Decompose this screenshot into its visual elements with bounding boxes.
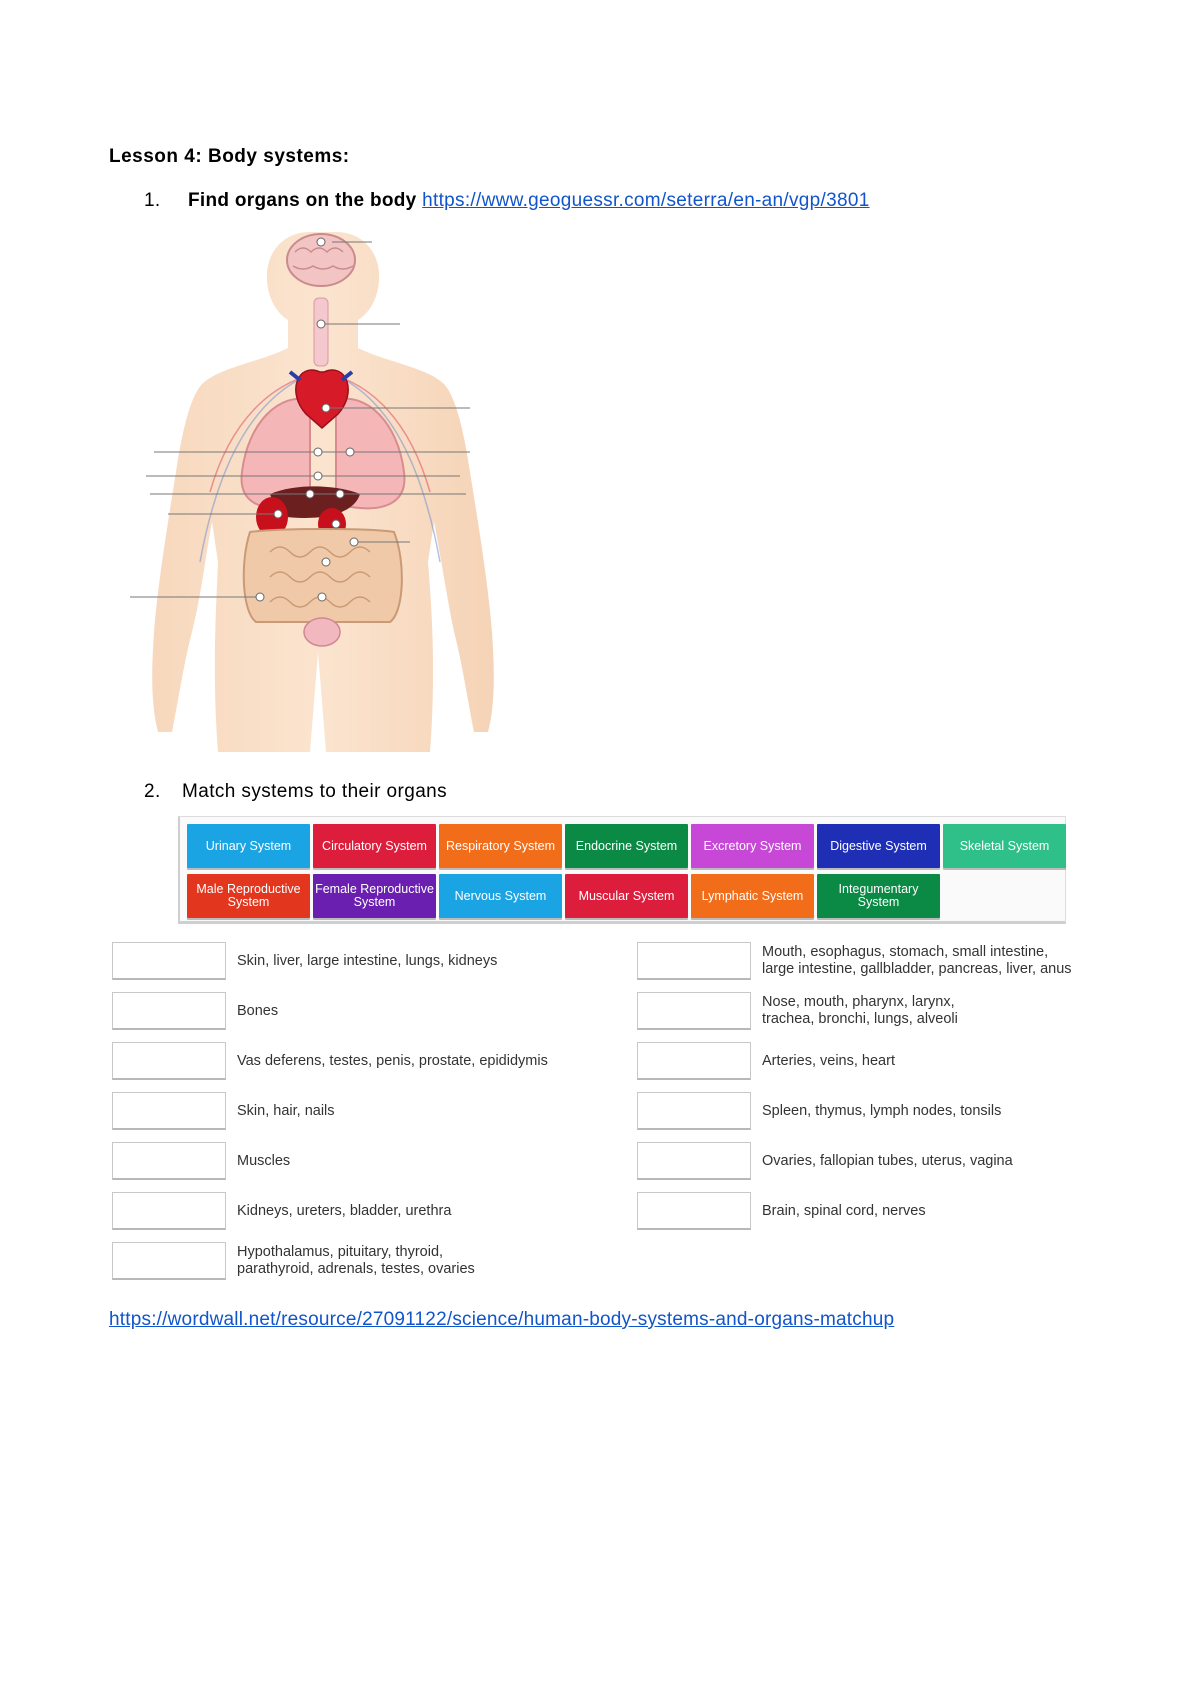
tile-endocrine-system[interactable]: Endocrine System: [565, 824, 688, 868]
item-number: 1.: [144, 190, 161, 211]
drop-box[interactable]: [112, 942, 226, 980]
match-row: [112, 1142, 632, 1182]
wordwall-link[interactable]: https://wordwall.net/resource/27091122/science/human-body-systems-and-organs-matchup: [109, 1309, 895, 1330]
tile-male-reproductive-system[interactable]: Male Reproductive System: [187, 874, 310, 918]
match-row: [112, 1242, 632, 1282]
bladder: [304, 618, 340, 646]
tile-digestive-system[interactable]: Digestive System: [817, 824, 940, 868]
item-find-organs: [144, 190, 870, 212]
item-match-systems: [144, 781, 447, 803]
body-organs-diagram: [110, 232, 550, 752]
match-row: [112, 1092, 632, 1132]
drop-box[interactable]: [112, 1142, 226, 1180]
match-row: [637, 1142, 1157, 1182]
match-row: [637, 942, 1157, 982]
match-row: [637, 1192, 1157, 1232]
tile-excretory-system[interactable]: Excretory System: [691, 824, 814, 868]
organ-description: Bones: [237, 1002, 279, 1019]
intestines: [244, 529, 402, 622]
geoguessr-link[interactable]: https://www.geoguessr.com/seterra/en-an/vgp/3801: [422, 190, 870, 211]
match-row: [112, 1192, 632, 1232]
drop-box[interactable]: [637, 1092, 751, 1130]
drop-box[interactable]: [112, 1192, 226, 1230]
tile-nervous-system[interactable]: Nervous System: [439, 874, 562, 918]
tile-respiratory-system[interactable]: Respiratory System: [439, 824, 562, 868]
tile-muscular-system[interactable]: Muscular System: [565, 874, 688, 918]
match-row: [637, 992, 1157, 1032]
match-row: [112, 992, 632, 1032]
organ-description: Nose, mouth, pharynx, larynx, trachea, bronchi, lungs, alveoli: [762, 994, 958, 1027]
drop-box[interactable]: [112, 1092, 226, 1130]
item-number: 2.: [144, 781, 161, 802]
drop-box[interactable]: [637, 1192, 751, 1230]
organ-description: Mouth, esophagus, stomach, small intestine, large intestine, gallbladder, pancreas, liver, anus: [762, 944, 1072, 977]
organ-description: Muscles: [237, 1152, 291, 1169]
organ-description: Spleen, thymus, lymph nodes, tonsils: [762, 1102, 1002, 1119]
organ-description: Hypothalamus, pituitary, thyroid, parathyroid, adrenals, testes, ovaries: [237, 1244, 475, 1277]
match-row: [112, 942, 632, 982]
match-row: [637, 1092, 1157, 1132]
organ-description: Arteries, veins, heart: [762, 1052, 895, 1069]
drop-box[interactable]: [112, 992, 226, 1030]
match-row: [637, 1042, 1157, 1082]
organ-description: Ovaries, fallopian tubes, uterus, vagina: [762, 1152, 1013, 1169]
tile-skeletal-system[interactable]: Skeletal System: [943, 824, 1066, 868]
organ-description: Skin, liver, large intestine, lungs, kidneys: [237, 952, 498, 969]
organ-description: Vas deferens, testes, penis, prostate, epididymis: [237, 1052, 548, 1069]
drop-box[interactable]: [637, 1142, 751, 1180]
tile-female-reproductive-system[interactable]: Female Reproductive System: [313, 874, 436, 918]
drop-box[interactable]: [637, 992, 751, 1030]
item-label: Match systems to their organs: [182, 781, 448, 802]
organ-description: Skin, hair, nails: [237, 1102, 335, 1119]
drop-box[interactable]: [112, 1242, 226, 1280]
match-row: [112, 1042, 632, 1082]
system-tiles-panel: [178, 816, 1066, 924]
drop-box[interactable]: [112, 1042, 226, 1080]
tile-urinary-system[interactable]: Urinary System: [187, 824, 310, 868]
organ-description: Kidneys, ureters, bladder, urethra: [237, 1202, 452, 1219]
drop-box[interactable]: [637, 942, 751, 980]
tile-circulatory-system[interactable]: Circulatory System: [313, 824, 436, 868]
drop-box[interactable]: [637, 1042, 751, 1080]
item-label: Find organs on the body: [188, 190, 417, 211]
tile-lymphatic-system[interactable]: Lymphatic System: [691, 874, 814, 918]
organ-description: Brain, spinal cord, nerves: [762, 1202, 926, 1219]
lesson-title: Lesson 4: Body systems:: [109, 146, 350, 167]
trachea: [314, 298, 328, 366]
tile-integumentary-system[interactable]: Integumentary System: [817, 874, 940, 918]
